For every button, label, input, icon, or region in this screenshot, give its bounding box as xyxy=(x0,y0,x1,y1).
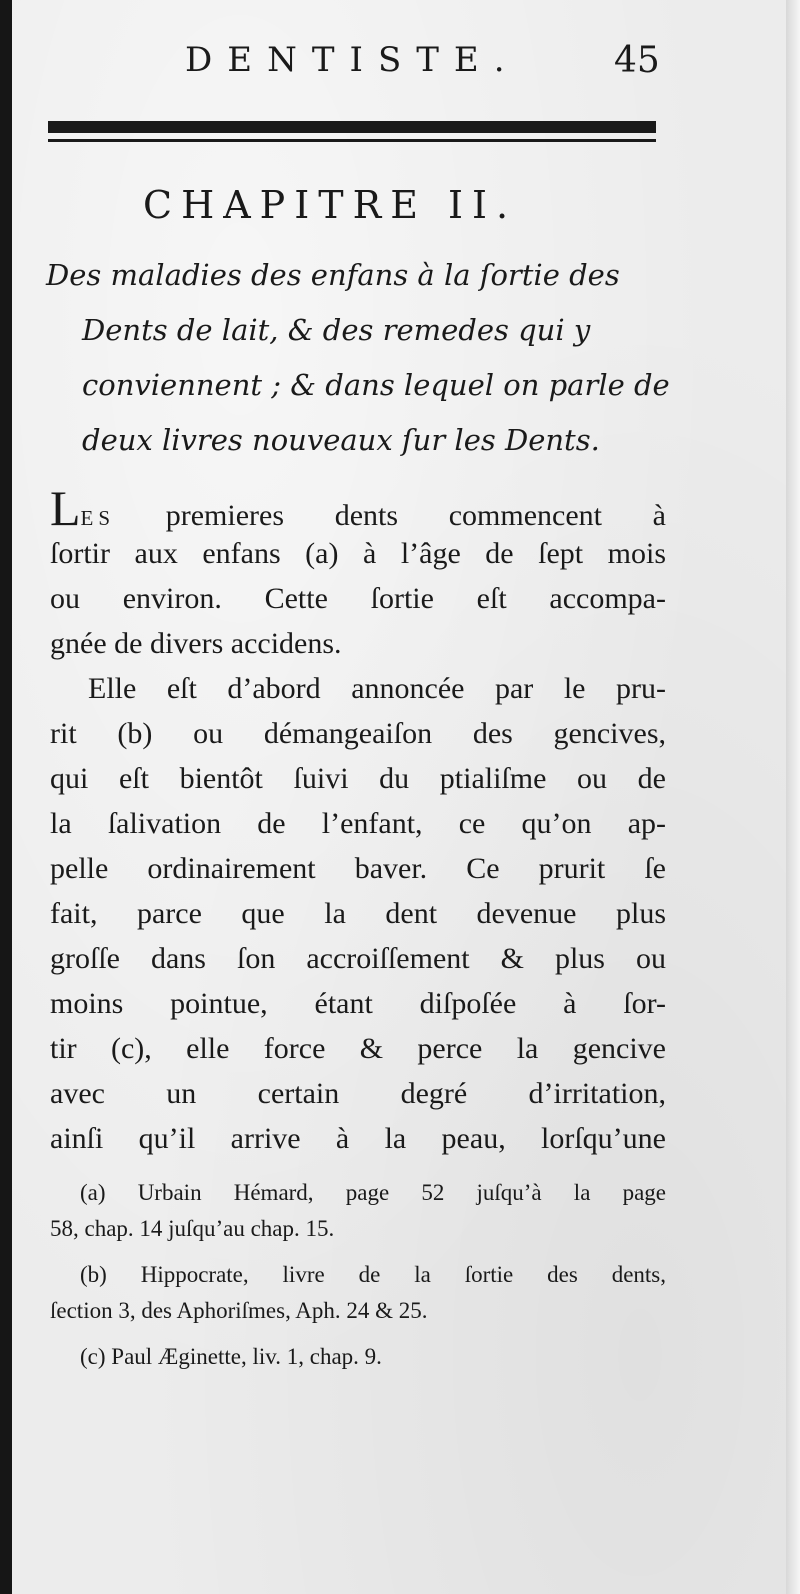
header-rule-ornament xyxy=(48,121,656,133)
body-line: ainſi qu’il arrive à la peau, lorſqu’une xyxy=(50,1122,666,1155)
footnotes xyxy=(50,1175,666,1375)
body-line-first xyxy=(50,480,666,536)
body-line: pelle ordinairement baver. Ce prurit ſe xyxy=(50,852,666,885)
subtitle-line: Des maladies des enfans à la ſortie des xyxy=(46,258,620,292)
footnote-line: 58, chap. 14 juſqu’au chap. 15. xyxy=(50,1216,335,1241)
body-line: rit (b) ou démangeaiſon des gencives, xyxy=(50,717,666,750)
header-rule-line xyxy=(48,139,656,142)
chapter-subtitle xyxy=(46,248,670,468)
footnote-line: (a) Urbain Hémard, page 52 juſqu’à la page xyxy=(80,1180,666,1205)
chapter-title: CHAPITRE II. xyxy=(143,183,518,227)
body-line: avec un certain degré d’irritation, xyxy=(50,1077,666,1110)
body-line: fait, parce que la dent devenue plus xyxy=(50,897,666,930)
body-line: tir (c), elle force & perce la gencive xyxy=(50,1032,666,1065)
body-line: gnée de divers accidens. xyxy=(50,627,342,660)
body-line: qui eſt bientôt ſuivi du ptialiſme ou de xyxy=(50,762,666,795)
body-line: ſortir aux enfans (a) à l’âge de ſept mois xyxy=(50,537,666,570)
subtitle-line: conviennent ; & dans lequel on parle de xyxy=(82,368,670,402)
page-scan-edge-right xyxy=(786,0,800,1594)
body-text xyxy=(50,480,666,1161)
subtitle-line: deux livres nouveaux ſur les Dents. xyxy=(82,423,600,457)
footnote-line: ſection 3, des Aphoriſmes, Aph. 24 & 25. xyxy=(50,1298,428,1323)
drop-cap: L xyxy=(50,480,81,536)
running-head: DENTISTE. xyxy=(185,40,520,80)
body-line: moins pointue, étant diſpoſée à ſor- xyxy=(50,987,666,1020)
small-caps-word: ES xyxy=(80,506,116,530)
body-line: ou environ. Cette ſortie eſt accompa- xyxy=(50,582,666,615)
body-line: groſſe dans ſon accroiſſement & plus ou xyxy=(50,942,666,975)
page-scan-edge-left xyxy=(0,0,12,1594)
body-line-text: premieres dents commencent à xyxy=(165,499,666,532)
footnote-line: (c) Paul Æginette, liv. 1, chap. 9. xyxy=(80,1344,382,1369)
body-line: la ſalivation de l’enfant, ce qu’on ap- xyxy=(50,807,666,840)
page-number: 45 xyxy=(614,40,660,81)
subtitle-line: Dents de lait, & des remedes qui y xyxy=(82,313,591,347)
footnote-line: (b) Hippocrate, livre de la ſortie des dents, xyxy=(80,1262,666,1287)
body-line: Elle eſt d’abord annoncée par le pru- xyxy=(88,672,666,705)
